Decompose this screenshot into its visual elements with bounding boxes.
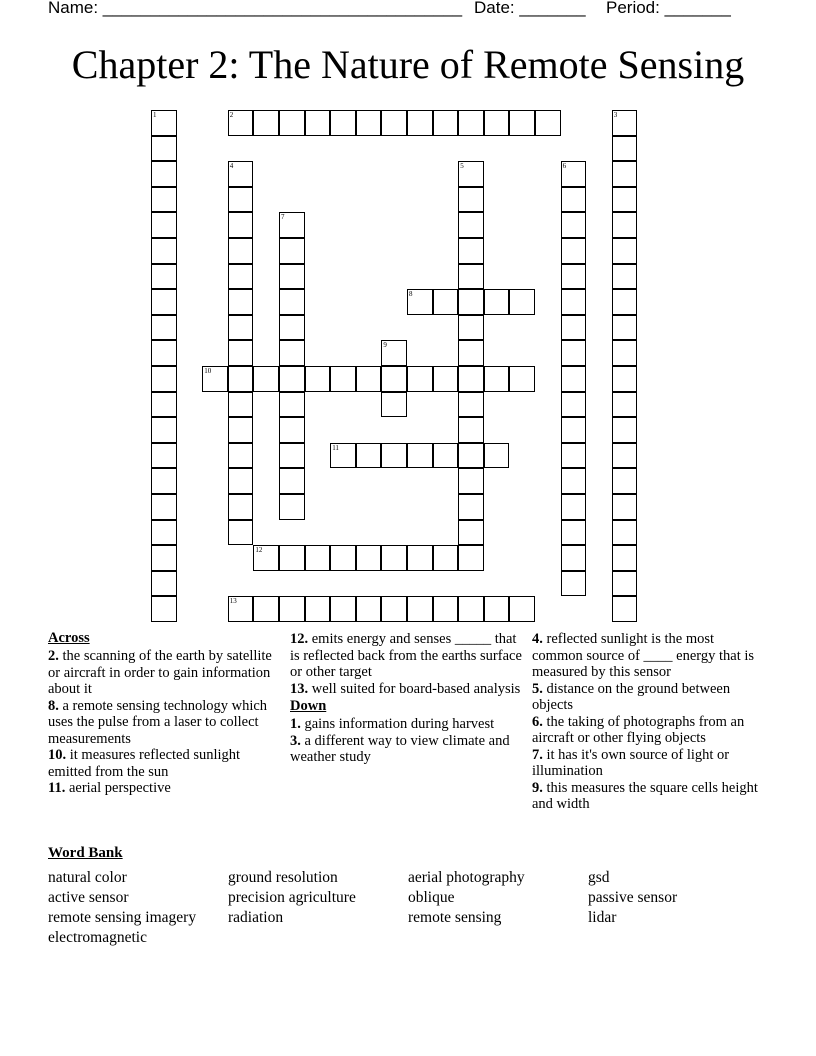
crossword-cell[interactable] xyxy=(458,366,484,392)
clue-number-label: 6 xyxy=(562,162,567,171)
crossword-cell[interactable] xyxy=(330,545,356,571)
crossword-cell[interactable] xyxy=(228,468,254,494)
crossword-cell[interactable] xyxy=(202,366,228,392)
clue-number-label: 13 xyxy=(229,597,237,606)
crossword-cell[interactable] xyxy=(612,187,638,213)
crossword-cell[interactable] xyxy=(458,161,484,187)
crossword-cell[interactable] xyxy=(305,366,331,392)
crossword-cell[interactable] xyxy=(279,545,305,571)
crossword-cell[interactable] xyxy=(151,212,177,238)
crossword-cell[interactable] xyxy=(151,238,177,264)
crossword-cell[interactable] xyxy=(433,443,459,469)
crossword-cell[interactable] xyxy=(279,340,305,366)
crossword-cell[interactable] xyxy=(458,545,484,571)
clues-column-3 xyxy=(532,631,768,813)
word-bank-item: lidar xyxy=(588,909,617,926)
word-bank-item: oblique xyxy=(408,889,455,906)
clue-across-13: 13. well suited for board-based analysis xyxy=(290,680,521,697)
crossword-cell[interactable] xyxy=(612,392,638,418)
crossword-cell[interactable] xyxy=(433,110,459,136)
crossword-cell[interactable] xyxy=(228,161,254,187)
crossword-cell[interactable] xyxy=(612,136,638,162)
crossword-cell[interactable] xyxy=(151,366,177,392)
crossword-cell[interactable] xyxy=(356,443,382,469)
crossword-cell[interactable] xyxy=(330,366,356,392)
crossword-cell[interactable] xyxy=(433,545,459,571)
clue-number-label: 10 xyxy=(204,367,212,375)
clue-across-8: 8. a remote sensing technology which uses the pulse from a laser to collect measurements xyxy=(48,697,268,747)
crossword-cell[interactable] xyxy=(151,443,177,469)
word-bank-item: precision agriculture xyxy=(228,889,356,906)
crossword-cell[interactable] xyxy=(407,366,433,392)
crossword-cell[interactable] xyxy=(381,443,407,469)
crossword-cell[interactable] xyxy=(458,494,484,520)
crossword-cell[interactable] xyxy=(484,110,510,136)
crossword-cell[interactable] xyxy=(381,596,407,622)
crossword-cell[interactable] xyxy=(612,315,638,341)
crossword-cell[interactable] xyxy=(612,238,638,264)
crossword-cell[interactable] xyxy=(279,238,305,264)
crossword-cell[interactable] xyxy=(484,366,510,392)
crossword-cell[interactable] xyxy=(228,494,254,520)
crossword-cell[interactable] xyxy=(228,520,254,546)
crossword-cell[interactable] xyxy=(381,340,407,366)
crossword-cell[interactable] xyxy=(151,494,177,520)
crossword-cell[interactable] xyxy=(561,417,587,443)
crossword-cell[interactable] xyxy=(279,264,305,290)
crossword-cell[interactable] xyxy=(151,187,177,213)
clue-down-7: 7. it has it's own source of light or illumination xyxy=(532,746,730,779)
crossword-cell[interactable] xyxy=(509,289,535,315)
crossword-cell[interactable] xyxy=(458,187,484,213)
crossword-cell[interactable] xyxy=(612,468,638,494)
across-heading: Across xyxy=(48,630,90,646)
clues-column-1 xyxy=(48,629,280,797)
crossword-cell[interactable] xyxy=(279,494,305,520)
crossword-cell[interactable] xyxy=(561,443,587,469)
crossword-cell[interactable] xyxy=(228,238,254,264)
crossword-cell[interactable] xyxy=(612,494,638,520)
crossword-cell[interactable] xyxy=(228,443,254,469)
crossword-cell[interactable] xyxy=(381,110,407,136)
crossword-cell[interactable] xyxy=(561,366,587,392)
clue-down-3: 3. a different way to view climate and weather study xyxy=(290,732,510,765)
crossword-cell[interactable] xyxy=(305,545,331,571)
crossword-cell[interactable] xyxy=(612,289,638,315)
clue-number-label: 7 xyxy=(281,213,285,222)
crossword-cell[interactable] xyxy=(561,315,587,341)
clue-number-label: 8 xyxy=(409,290,413,299)
crossword-cell[interactable] xyxy=(151,520,177,546)
word-bank-column-3 xyxy=(408,868,525,928)
word-bank-item: remote sensing imagery xyxy=(48,909,197,926)
crossword-cell[interactable] xyxy=(330,110,356,136)
crossword-cell[interactable] xyxy=(305,110,331,136)
page-title: Chapter 2: The Nature of Remote Sensing xyxy=(71,42,745,87)
crossword-cell[interactable] xyxy=(612,340,638,366)
crossword-cell[interactable] xyxy=(151,596,177,622)
crossword-cell[interactable] xyxy=(561,161,587,187)
clues-column-2 xyxy=(290,631,526,766)
crossword-cell[interactable] xyxy=(612,417,638,443)
crossword-cell[interactable] xyxy=(279,315,305,341)
crossword-cell[interactable] xyxy=(561,571,587,597)
crossword-cell[interactable] xyxy=(458,520,484,546)
down-heading: Down xyxy=(290,698,327,714)
crossword-cell[interactable] xyxy=(228,110,254,136)
crossword-cell[interactable] xyxy=(151,315,177,341)
clue-across-12: 12. emits energy and senses _____ that is reflected back from the earths surface or other target xyxy=(290,631,522,680)
crossword-cell[interactable] xyxy=(458,392,484,418)
crossword-cell[interactable] xyxy=(151,545,177,571)
crossword-cell[interactable] xyxy=(151,264,177,290)
crossword-cell[interactable] xyxy=(381,392,407,418)
crossword-cell[interactable] xyxy=(612,596,638,622)
word-bank-column-1 xyxy=(48,868,196,948)
crossword-cell[interactable] xyxy=(228,315,254,341)
crossword-cell[interactable] xyxy=(407,443,433,469)
crossword-cell[interactable] xyxy=(561,289,587,315)
crossword-cell[interactable] xyxy=(228,340,254,366)
crossword-cell[interactable] xyxy=(612,520,638,546)
clue-number-label: 3 xyxy=(613,111,618,119)
crossword-cell[interactable] xyxy=(279,212,305,238)
crossword-cell[interactable] xyxy=(151,571,177,597)
crossword-cell[interactable] xyxy=(228,417,254,443)
word-bank-item: ground resolution xyxy=(228,869,338,886)
crossword-cell[interactable] xyxy=(433,596,459,622)
crossword-cell[interactable] xyxy=(279,366,305,392)
crossword-cell[interactable] xyxy=(458,212,484,238)
crossword-cell[interactable] xyxy=(484,443,510,469)
crossword-cell[interactable] xyxy=(151,161,177,187)
crossword-cell[interactable] xyxy=(458,110,484,136)
crossword-cell[interactable] xyxy=(612,443,638,469)
clue-across-10: 10. it measures reflected sunlight emitted from the sun xyxy=(48,747,241,780)
crossword-cell[interactable] xyxy=(561,545,587,571)
period-field[interactable]: Period: _______ xyxy=(606,0,731,17)
clue-across-11: 11. aerial perspective xyxy=(48,780,171,796)
crossword-cell[interactable] xyxy=(458,264,484,290)
crossword-cell[interactable] xyxy=(458,315,484,341)
crossword-cell[interactable] xyxy=(612,571,638,597)
crossword-cell[interactable] xyxy=(305,596,331,622)
crossword-cell[interactable] xyxy=(509,366,535,392)
crossword-cell[interactable] xyxy=(253,366,279,392)
crossword-cell[interactable] xyxy=(279,417,305,443)
crossword-cell[interactable] xyxy=(458,468,484,494)
clue-down-6: 6. the taking of photographs from an aircraft or other flying objects xyxy=(532,713,745,746)
word-bank-column-4 xyxy=(588,868,677,928)
clue-number-label: 11 xyxy=(332,443,339,452)
crossword-cell[interactable] xyxy=(228,264,254,290)
crossword-cell[interactable] xyxy=(561,340,587,366)
crossword-cell[interactable] xyxy=(484,596,510,622)
crossword-cell[interactable] xyxy=(458,443,484,469)
crossword-cell[interactable] xyxy=(279,289,305,315)
crossword-cell[interactable] xyxy=(151,110,177,136)
word-bank-item: radiation xyxy=(228,909,284,926)
crossword-cell[interactable] xyxy=(612,161,638,187)
crossword-cell[interactable] xyxy=(279,392,305,418)
crossword-cell[interactable] xyxy=(561,187,587,213)
crossword-cell[interactable] xyxy=(253,596,279,622)
crossword-cell[interactable] xyxy=(279,468,305,494)
crossword-cell[interactable] xyxy=(407,289,433,315)
word-bank-item: active sensor xyxy=(48,889,129,906)
crossword-cell[interactable] xyxy=(279,443,305,469)
date-field[interactable]: Date: _______ xyxy=(474,0,586,17)
clue-down-9: 9. this measures the square cells height and width xyxy=(532,779,758,812)
crossword-cell[interactable] xyxy=(407,110,433,136)
crossword-cell[interactable] xyxy=(151,417,177,443)
clue-number-label: 4 xyxy=(229,162,234,171)
crossword-cell[interactable] xyxy=(612,545,638,571)
crossword-cell[interactable] xyxy=(356,366,382,392)
word-bank-item: electromagnetic xyxy=(48,929,147,946)
word-bank-heading: Word Bank xyxy=(48,845,123,861)
crossword-cell[interactable] xyxy=(228,289,254,315)
crossword-cell[interactable] xyxy=(228,392,254,418)
crossword-cell[interactable] xyxy=(151,340,177,366)
crossword-cell[interactable] xyxy=(381,545,407,571)
crossword-cell[interactable] xyxy=(535,110,561,136)
crossword-cell[interactable] xyxy=(356,545,382,571)
clue-number-label: 5 xyxy=(460,162,464,171)
crossword-cell[interactable] xyxy=(561,212,587,238)
word-bank-item: natural color xyxy=(48,869,127,886)
crossword-cell[interactable] xyxy=(151,136,177,162)
crossword-cell[interactable] xyxy=(561,468,587,494)
clue-number-label: 2 xyxy=(229,111,234,119)
crossword-cell[interactable] xyxy=(151,289,177,315)
crossword-cell[interactable] xyxy=(356,110,382,136)
crossword-cell[interactable] xyxy=(330,443,356,469)
crossword-cell[interactable] xyxy=(253,110,279,136)
crossword-cell[interactable] xyxy=(279,596,305,622)
crossword-cell[interactable] xyxy=(151,468,177,494)
crossword-cell[interactable] xyxy=(330,596,356,622)
crossword-cell[interactable] xyxy=(228,366,254,392)
crossword-cell[interactable] xyxy=(612,264,638,290)
crossword-cell[interactable] xyxy=(279,110,305,136)
crossword-cell[interactable] xyxy=(561,494,587,520)
name-field[interactable]: Name: ______________________________________ xyxy=(48,0,463,17)
crossword-cell[interactable] xyxy=(381,366,407,392)
crossword-cell[interactable] xyxy=(612,110,638,136)
clue-across-2: 2. the scanning of the earth by satellite or aircraft in order to gain information about it xyxy=(48,648,272,697)
clue-number-label: 9 xyxy=(383,341,387,350)
crossword-cell[interactable] xyxy=(561,264,587,290)
crossword-cell[interactable] xyxy=(612,212,638,238)
crossword-cell[interactable] xyxy=(561,392,587,418)
crossword-cell[interactable] xyxy=(407,545,433,571)
clue-down-1: 1. gains information during harvest xyxy=(290,716,495,732)
clue-number-label: 1 xyxy=(153,111,157,119)
crossword-cell[interactable] xyxy=(612,366,638,392)
crossword-cell[interactable] xyxy=(253,545,279,571)
crossword-cell[interactable] xyxy=(356,596,382,622)
word-bank-item: aerial photography xyxy=(408,869,525,886)
crossword-cell[interactable] xyxy=(458,596,484,622)
crossword-cell[interactable] xyxy=(458,340,484,366)
crossword-cell[interactable] xyxy=(228,212,254,238)
word-bank-item: gsd xyxy=(588,869,610,886)
crossword-cell[interactable] xyxy=(484,289,510,315)
crossword-cell[interactable] xyxy=(433,289,459,315)
crossword-cell[interactable] xyxy=(561,520,587,546)
crossword-cell[interactable] xyxy=(228,187,254,213)
crossword-cell[interactable] xyxy=(458,289,484,315)
crossword-cell[interactable] xyxy=(561,238,587,264)
crossword-cell[interactable] xyxy=(151,392,177,418)
clue-down-4: 4. reflected sunlight is the most common source of ____ energy that is measured by this sensor xyxy=(532,631,755,680)
clue-number-label: 12 xyxy=(255,546,263,555)
crossword-cell[interactable] xyxy=(433,366,459,392)
crossword-cell[interactable] xyxy=(407,596,433,622)
crossword-cell[interactable] xyxy=(509,110,535,136)
clue-down-5: 5. distance on the ground between objects xyxy=(532,680,731,713)
crossword-cell[interactable] xyxy=(228,596,254,622)
word-bank-item: passive sensor xyxy=(588,889,678,906)
crossword-cell[interactable] xyxy=(509,596,535,622)
crossword-cell[interactable] xyxy=(458,238,484,264)
word-bank-item: remote sensing xyxy=(408,909,502,926)
word-bank-column-2 xyxy=(228,868,356,928)
crossword-cell[interactable] xyxy=(458,417,484,443)
